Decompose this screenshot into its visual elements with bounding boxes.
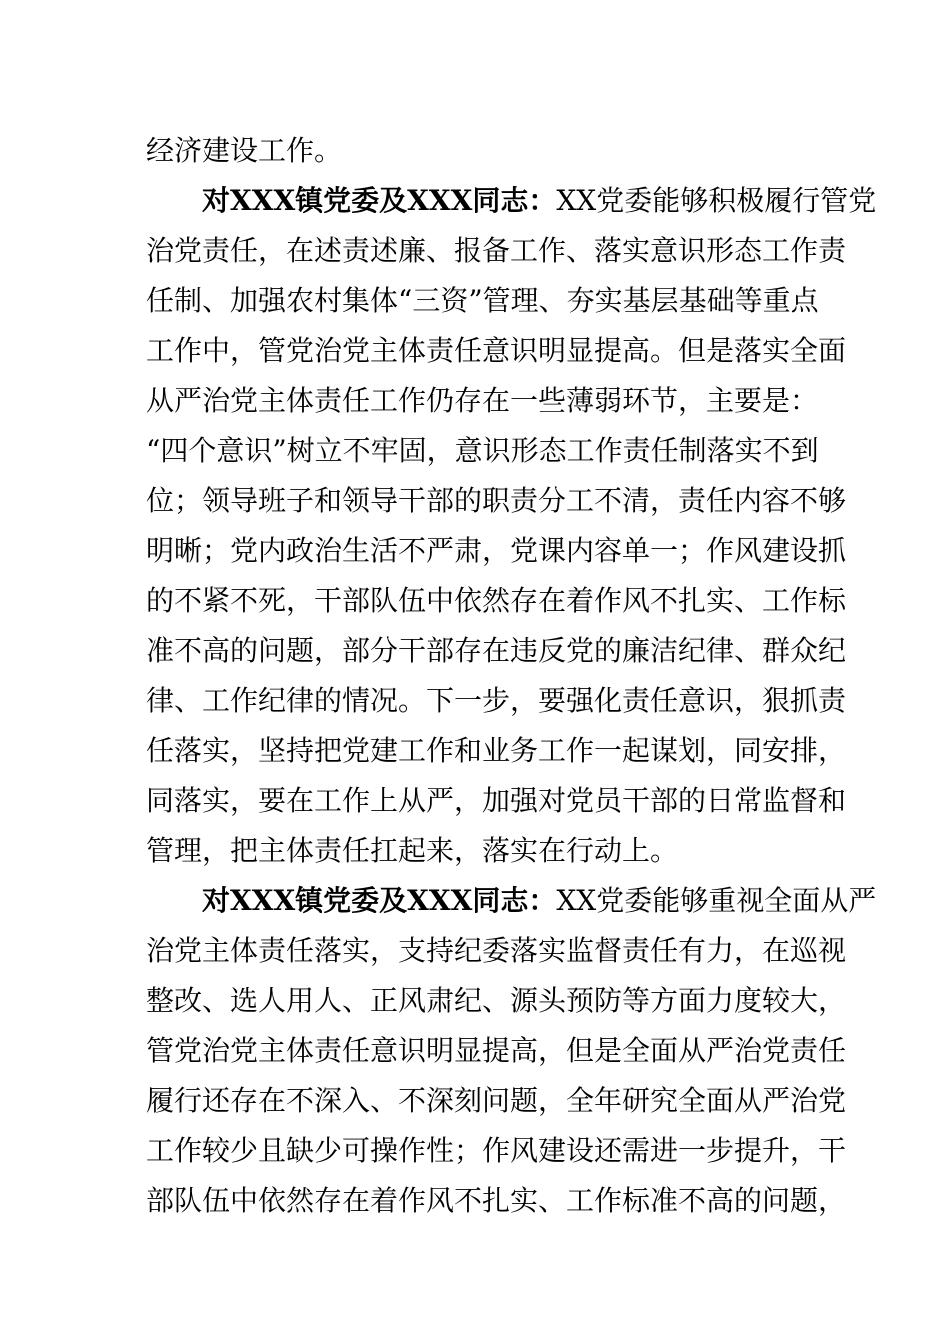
paragraph-line: “四个意识”树立不牢固，意识形态工作责任制落实不到 [146, 434, 819, 467]
paragraph-line: 整改、选人用人、正风肃纪、源头预防等方面力度较大， [146, 984, 847, 1017]
paragraph-line: 经济建设工作。 [146, 134, 343, 167]
paragraph-text: XX党委能够积极履行管党 [556, 184, 877, 217]
paragraph-line: 明晰；党内政治生活不严肃，党课内容单一；作风建设抓 [146, 534, 847, 567]
paragraph-line: 律、工作纪律的情况。下一步，要强化责任意识，狠抓责 [146, 684, 847, 717]
paragraph-line: 工作较少且缺少可操作性；作风建设还需进一步提升，干 [146, 1134, 847, 1167]
paragraph-line: 工作中，管党治党主体责任意识明显提高。但是落实全面 [146, 334, 847, 367]
paragraph-line: 管理，把主体责任扛起来，落实在行动上。 [146, 834, 679, 867]
paragraph-line: 治党主体责任落实，支持纪委落实监督责任有力，在巡视 [146, 934, 847, 967]
paragraph-first-line [202, 876, 877, 926]
paragraph-line: 任制、加强农村集体“三资”管理、夯实基层基础等重点 [146, 284, 819, 317]
paragraph-heading: 对XXX镇党委及XXX同志： [202, 884, 557, 917]
paragraph-line: 履行还存在不深入、不深刻问题，全年研究全面从严治党 [146, 1084, 847, 1117]
paragraph-line: 治党责任，在述责述廉、报备工作、落实意识形态工作责 [146, 234, 847, 267]
paragraph-line: 准不高的问题，部分干部存在违反党的廉洁纪律、群众纪 [146, 634, 847, 667]
paragraph-line: 任落实，坚持把党建工作和业务工作一起谋划，同安排， [146, 734, 847, 767]
paragraph-line: 同落实，要在工作上从严，加强对党员干部的日常监督和 [146, 784, 847, 817]
paragraph-line: 部队伍中依然存在着作风不扎实、工作标准不高的问题， [146, 1184, 847, 1217]
paragraph-line: 从严治党主体责任工作仍存在一些薄弱环节，主要是： [146, 384, 819, 417]
paragraph-first-line [202, 176, 877, 226]
paragraph-heading: 对XXX镇党委及XXX同志： [202, 184, 557, 217]
paragraph-text: XX党委能够重视全面从严 [556, 884, 877, 917]
paragraph-line: 的不紧不死，干部队伍中依然存在着作风不扎实、工作标 [146, 584, 847, 617]
paragraph-line: 位；领导班子和领导干部的职责分工不清，责任内容不够 [146, 484, 847, 517]
paragraph-line: 管党治党主体责任意识明显提高，但是全面从严治党责任 [146, 1034, 847, 1067]
